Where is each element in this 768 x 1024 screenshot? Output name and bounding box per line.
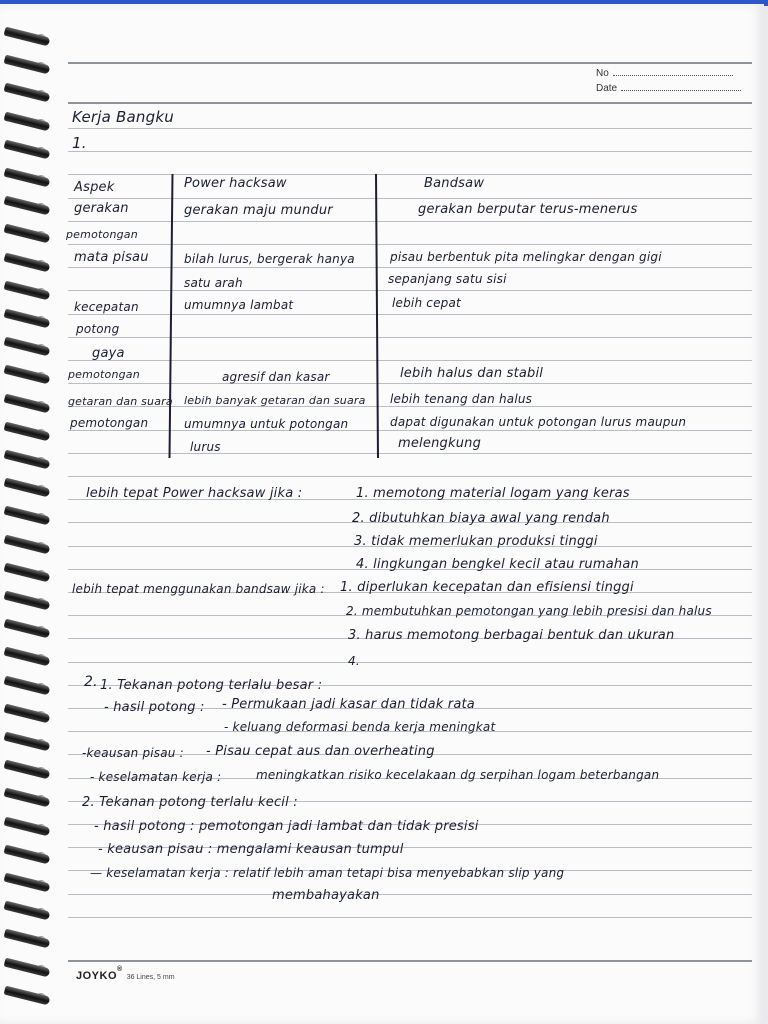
cell-power: bilah lurus, bergerak hanya — [184, 252, 355, 266]
cell-aspect: gerakan — [74, 201, 129, 216]
spiral-coil — [4, 704, 51, 724]
cell-band: lebih tenang dan halus — [390, 392, 533, 406]
spiral-coil — [4, 337, 51, 357]
item-line: — keselamatan kerja : relatif lebih aman tetapi bisa menyebabkan slip yang — [90, 866, 565, 880]
date-field — [596, 83, 741, 94]
spiral-coil — [4, 450, 51, 470]
no-label: No — [596, 68, 609, 79]
cell-band: lebih cepat — [392, 296, 461, 310]
spiral-coil — [4, 986, 51, 1006]
ruled-line — [68, 894, 752, 895]
ruled-line — [68, 151, 752, 152]
brand-reg: ® — [117, 966, 123, 973]
cell-power: satu arah — [184, 276, 243, 290]
item-label: - keselamatan kerja : — [90, 770, 222, 784]
spiral-binding — [0, 4, 62, 1024]
item-line: - keausan pisau : mengalami keausan tumpul — [98, 842, 404, 857]
cell-band: sepanjang satu sisi — [388, 272, 507, 286]
spiral-coil — [4, 732, 51, 752]
section-title: 2. Tekanan potong terlalu kecil : — [82, 795, 298, 810]
spiral-coil — [4, 140, 51, 160]
list-item: 4. lingkungan bengkel kecil atau rumahan — [356, 557, 639, 572]
spiral-coil — [4, 901, 51, 921]
item-label: - hasil potong : — [104, 700, 205, 715]
col-aspect: Aspek — [74, 180, 115, 195]
brand-logo: JOYKO — [76, 970, 118, 982]
page-title: Kerja Bangku — [72, 108, 174, 126]
spiral-coil — [4, 281, 51, 301]
ruled-line — [68, 960, 752, 962]
cell-aspect: gaya — [92, 346, 125, 361]
col-bandsaw: Bandsaw — [424, 176, 485, 191]
paper-spec: 36 Lines, 5 mm — [126, 974, 175, 981]
brand-footer — [76, 966, 175, 984]
spiral-coil — [4, 591, 51, 611]
cell-band: dapat digunakan untuk potongan lurus maupun — [390, 415, 687, 429]
spiral-coil — [4, 196, 51, 216]
cell-power: agresif dan kasar — [222, 370, 330, 384]
spiral-coil — [4, 168, 51, 188]
list-intro: lebih tepat menggunakan bandsaw jika : — [72, 582, 325, 596]
spiral-coil — [4, 563, 51, 583]
spiral-coil — [4, 958, 51, 978]
item-value: - Pisau cepat aus dan overheating — [206, 744, 435, 759]
cell-power: umumnya untuk potongan — [184, 417, 349, 431]
item-line: membahayakan — [272, 888, 380, 903]
spiral-coil — [4, 817, 51, 837]
cell-aspect: pemotongan — [66, 228, 138, 241]
spiral-coil — [4, 873, 51, 893]
cell-band: pisau berbentuk pita melingkar dengan gigi — [390, 250, 662, 264]
list-item: 4. — [348, 654, 360, 668]
table-divider-2 — [375, 174, 379, 458]
notebook-page — [0, 4, 764, 1024]
spiral-coil — [4, 27, 51, 47]
ruled-line — [68, 453, 752, 454]
cell-band: melengkung — [398, 436, 482, 451]
table-divider-1 — [169, 174, 174, 458]
spiral-coil — [4, 676, 51, 696]
ruled-line — [68, 662, 752, 663]
ruled-line — [68, 62, 752, 64]
ruled-line — [68, 102, 752, 104]
item-value: - keluang deformasi benda kerja meningkat — [224, 720, 496, 734]
spiral-coil — [4, 788, 51, 808]
date-label: Date — [596, 83, 618, 94]
list-item: 1. memotong material logam yang keras — [356, 486, 630, 501]
section-title: 1. Tekanan potong terlalu besar : — [100, 678, 323, 693]
spiral-coil — [4, 422, 51, 442]
cell-aspect: mata pisau — [74, 250, 149, 265]
cell-power: umumnya lambat — [184, 298, 294, 312]
spiral-coil — [4, 253, 51, 273]
spiral-coil — [4, 478, 51, 498]
question-1-number: 1. — [72, 134, 87, 152]
list-item: 2. dibutuhkan biaya awal yang rendah — [352, 511, 610, 526]
ruled-line — [68, 476, 752, 477]
spiral-coil — [4, 506, 51, 526]
cell-aspect: getaran dan suara — [68, 395, 173, 408]
spiral-coil — [4, 647, 51, 667]
col-power-hacksaw: Power hacksaw — [184, 176, 287, 191]
spiral-coil — [4, 112, 51, 132]
spiral-coil — [4, 760, 51, 780]
spiral-coil — [4, 55, 51, 75]
spiral-coil — [4, 365, 51, 385]
list-intro: lebih tepat Power hacksaw jika : — [86, 486, 303, 501]
cell-band: gerakan berputar terus-menerus — [418, 202, 638, 217]
item-value: meningkatkan risiko kecelakaan dg serpihan logam beterbangan — [256, 768, 660, 782]
spiral-coil — [4, 535, 51, 555]
spiral-coil — [4, 83, 51, 103]
spiral-coil — [4, 619, 51, 639]
no-field — [596, 68, 733, 79]
cell-power: lurus — [190, 440, 221, 454]
question-2-number: 2. — [84, 674, 98, 690]
spiral-coil — [4, 394, 51, 414]
item-line: - hasil potong : pemotongan jadi lambat dan tidak presisi — [94, 819, 479, 834]
cell-aspect: kecepatan — [74, 300, 139, 314]
list-item: 3. tidak memerlukan produksi tinggi — [354, 534, 598, 549]
spiral-coil — [4, 929, 51, 949]
item-label: -keausan pisau : — [82, 746, 184, 760]
spiral-coil — [4, 845, 51, 865]
cell-aspect: potong — [76, 322, 120, 336]
ruled-line — [68, 917, 752, 918]
item-value: - Permukaan jadi kasar dan tidak rata — [222, 697, 475, 712]
list-item: 1. diperlukan kecepatan dan efisiensi tinggi — [340, 580, 634, 595]
cell-aspect: pemotongan — [68, 368, 140, 381]
spiral-coil — [4, 224, 51, 244]
cell-power: gerakan maju mundur — [184, 203, 333, 218]
ruled-line — [68, 128, 752, 129]
list-item: 3. harus memotong berbagai bentuk dan ukuran — [348, 628, 675, 643]
list-item: 2. membutuhkan pemotongan yang lebih presisi dan halus — [346, 604, 712, 618]
spiral-coil — [4, 309, 51, 329]
cell-aspect: pemotongan — [70, 416, 149, 430]
cell-power: lebih banyak getaran dan suara — [184, 394, 366, 407]
cell-band: lebih halus dan stabil — [400, 366, 544, 381]
